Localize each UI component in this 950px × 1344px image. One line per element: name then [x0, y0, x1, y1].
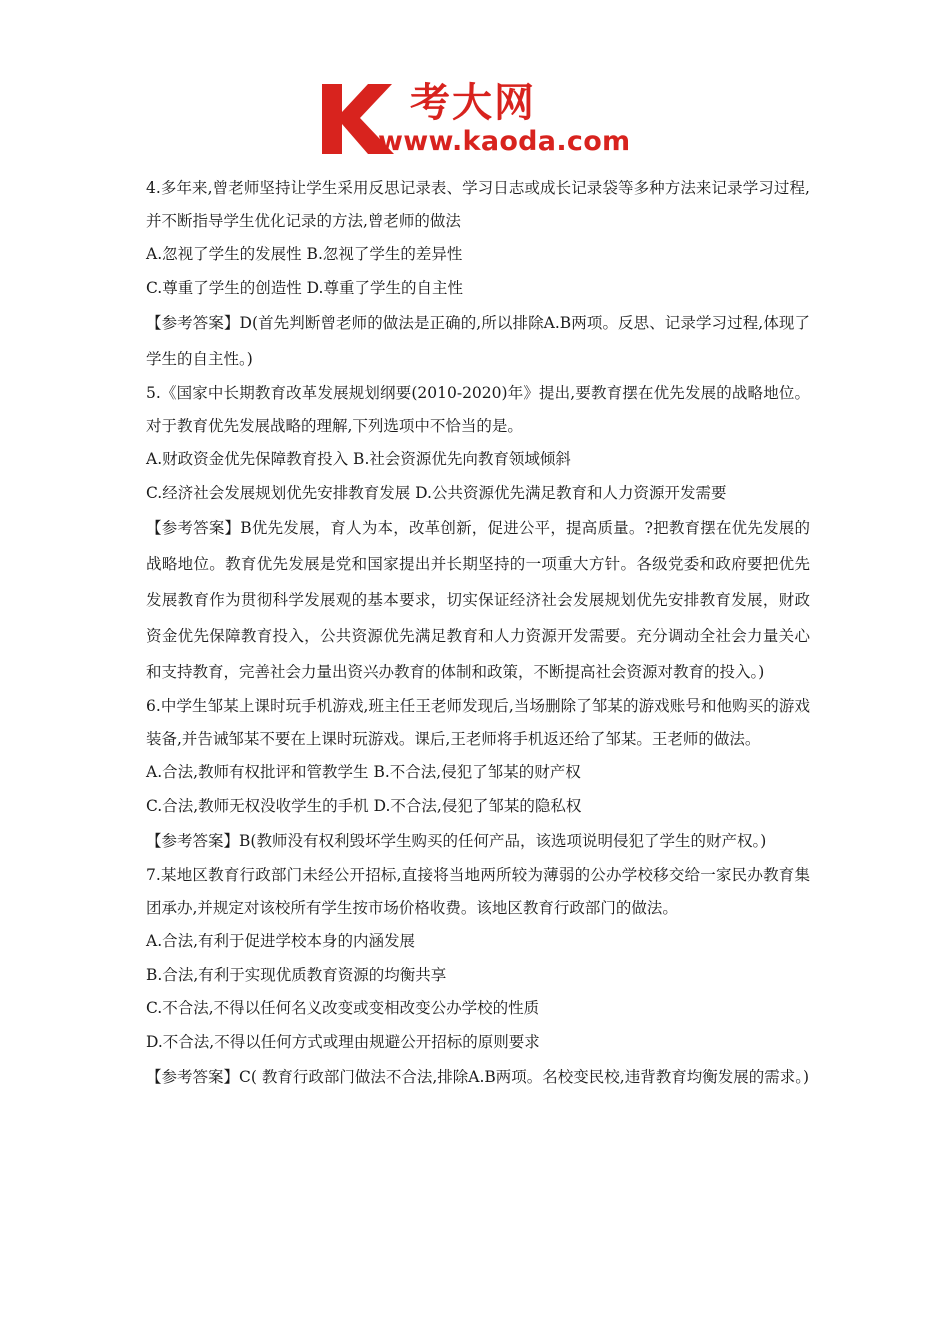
question-6	[146, 690, 810, 859]
question-stem: 6.中学生邹某上课时玩手机游戏,班主任王老师发现后,当场删除了邹某的游戏账号和他购买的游戏装备,并告诫邹某不要在上课时玩游戏。课后,王老师将手机返还给了邹某。王老师的做法。	[146, 697, 810, 748]
logo-url: www.kaoda.com	[378, 126, 631, 157]
question-content	[146, 172, 810, 1095]
option-line: C.合法,教师无权没收学生的手机 D.不合法,侵犯了邹某的隐私权	[146, 796, 582, 815]
question-stem: 4.多年来,曾老师坚持让学生采用反思记录表、学习日志或成长记录袋等多种方法来记录学习过程,并不断指导学生优化记录的方法,曾老师的做法	[146, 179, 810, 230]
option-line: D.不合法,不得以任何方式或理由规避公开招标的原则要求	[146, 1032, 540, 1051]
answer-label: 【参考答案】	[146, 1068, 240, 1086]
question-7	[146, 859, 810, 1095]
option-line: C.经济社会发展规划优先安排教育发展 D.公共资源优先满足教育和人力资源开发需要	[146, 483, 727, 502]
logo-brand-name: 考大网	[410, 80, 536, 126]
option-line: A.财政资金优先保障教育投入 B.社会资源优先向教育领域倾斜	[146, 450, 571, 468]
question-stem: 7.某地区教育行政部门未经公开招标,直接将当地两所较为薄弱的公办学校移交给一家民办教育集团承办,并规定对该校所有学生按市场价格收费。该地区教育行政部门的做法。	[146, 866, 810, 917]
question-5	[146, 377, 810, 690]
answer-text: B优先发展，育人为本，改革创新，促进公平，提高质量。?把教育摆在优先发展的战略地位。教育优先发展是党和国家提出并长期坚持的一项重大方针。各级党委和政府要把优先发展教育作为贯彻科学发展观的基本要求，切实保证经济社会发展规划优先安排教育发展，财政资金优先保障教育投入，公共资源优先满足教育和人力资源开发需要。充分调动全社会力量关心和支持教育，完善社会力量出资兴办教育的体制和政策，不断提高社会资源对教育的投入。)	[146, 519, 810, 681]
option-line: C.不合法,不得以任何名义改变或变相改变公办学校的性质	[146, 999, 540, 1017]
answer-block	[146, 823, 810, 859]
option-line: B.合法,有利于实现优质教育资源的均衡共享	[146, 965, 447, 984]
answer-text: B(教师没有权利毁坏学生购买的任何产品，该选项说明侵犯了学生的财产权。)	[239, 832, 767, 850]
question-stem: 5.《国家中长期教育改革发展规划纲要(2010-2020)年》提出,要教育摆在优先发展的战略地位。对于教育优先发展战略的理解,下列选项中不恰当的是。	[146, 384, 810, 435]
answer-label: 【参考答案】	[146, 832, 240, 850]
option-line: A.合法,教师有权批评和管教学生 B.不合法,侵犯了邹某的财产权	[146, 763, 581, 781]
option-line: A.忽视了学生的发展性 B.忽视了学生的差异性	[146, 245, 463, 263]
option-line: A.合法,有利于促进学校本身的内涵发展	[146, 932, 416, 950]
answer-block	[146, 510, 810, 690]
answer-text: C( 教育行政部门做法不合法,排除A.B两项。名校变民校,违背教育均衡发展的需求。)	[239, 1068, 810, 1086]
kaoda-logo	[318, 78, 648, 160]
answer-block	[146, 305, 810, 377]
answer-text: D(首先判断曾老师的做法是正确的,所以排除A.B两项。反思、记录学习过程,体现了学生的自主性。)	[146, 314, 810, 368]
answer-label: 【参考答案】	[146, 314, 240, 332]
answer-label: 【参考答案】	[146, 519, 241, 537]
question-4	[146, 172, 810, 377]
answer-block	[146, 1059, 810, 1095]
option-line: C.尊重了学生的创造性 D.尊重了学生的自主性	[146, 278, 463, 297]
